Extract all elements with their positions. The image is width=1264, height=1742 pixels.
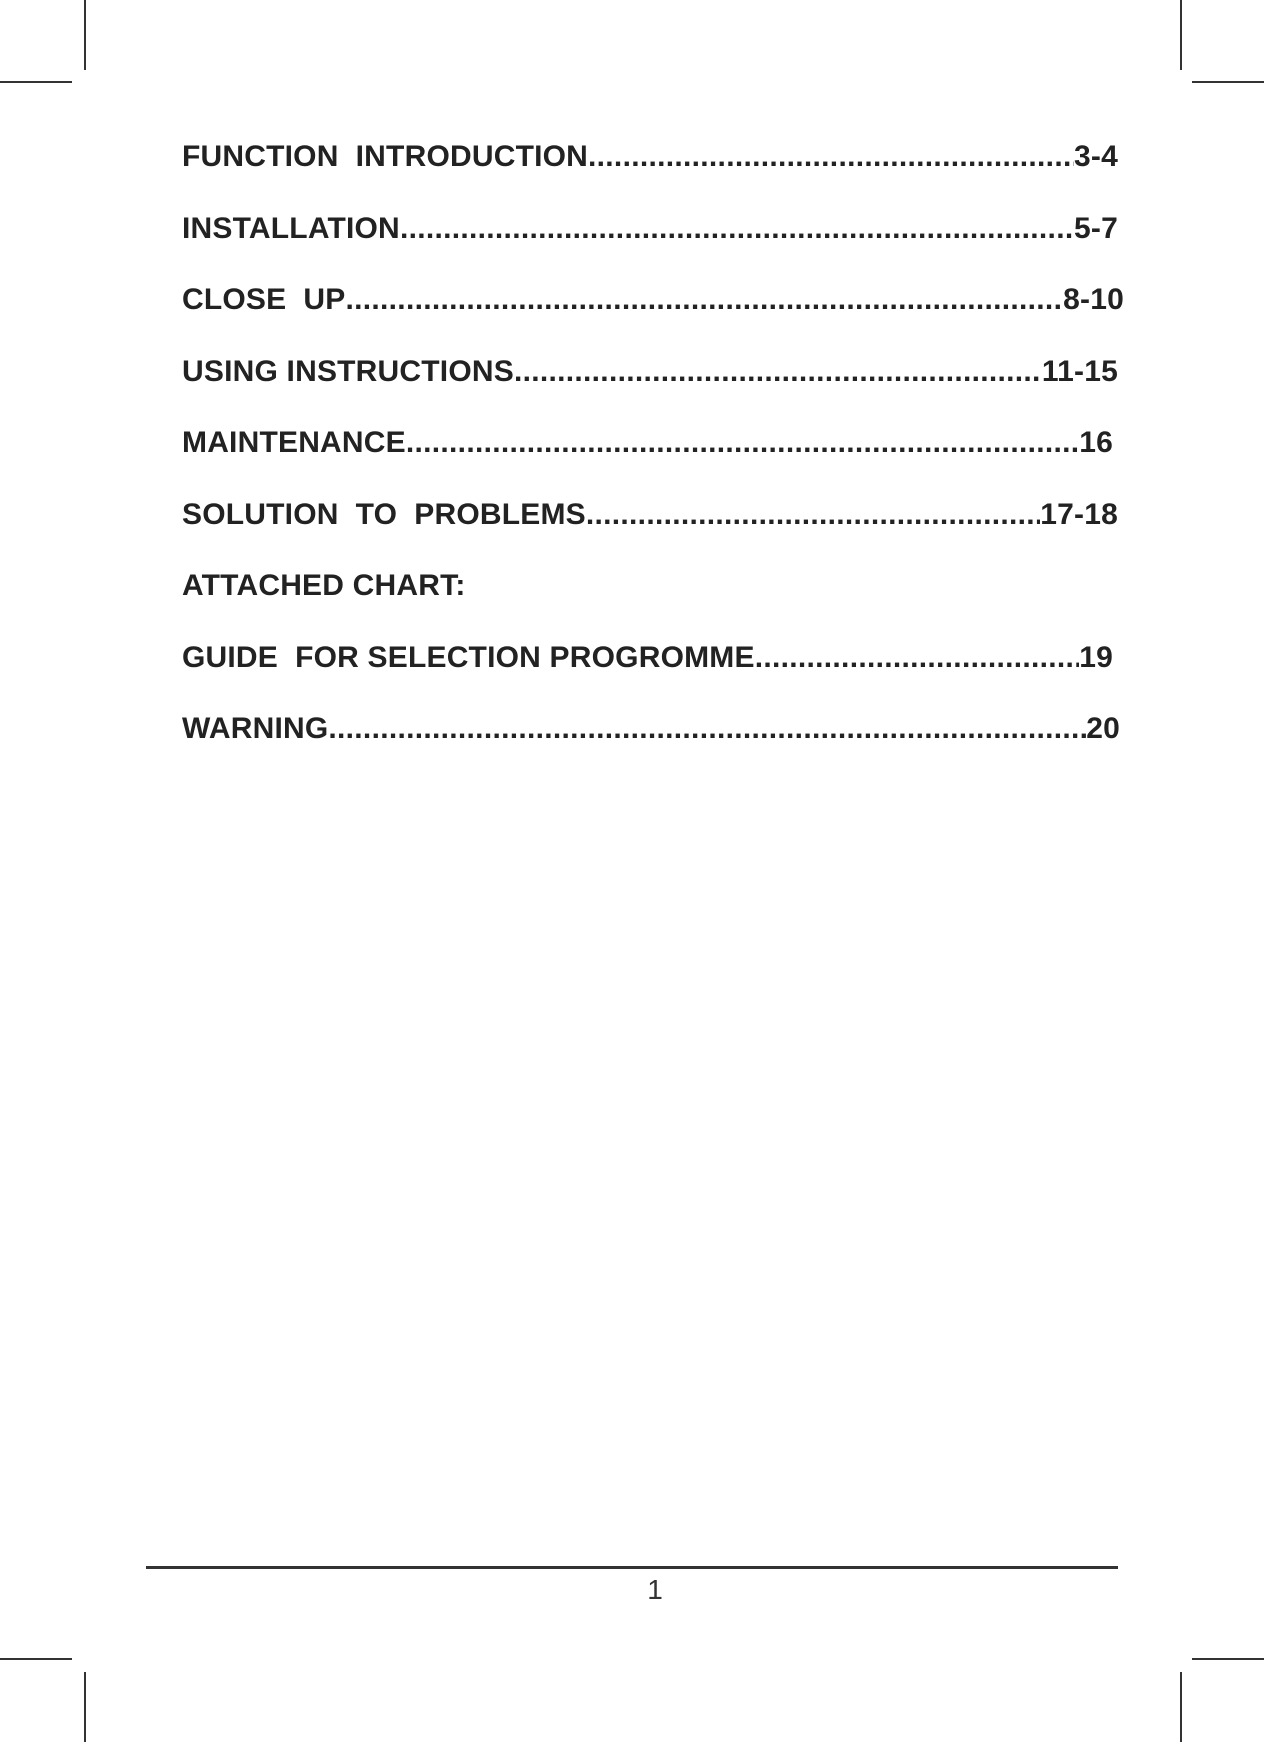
toc-entry-title: ATTACHED CHART:	[182, 569, 466, 602]
toc-leader-dots	[406, 426, 1079, 460]
table-of-contents	[182, 140, 1124, 784]
toc-heading-attached-chart	[182, 569, 1120, 641]
toc-entry-page: 20	[1086, 712, 1120, 745]
crop-mark-top-right-vertical	[1180, 0, 1182, 70]
toc-entry-page: 8-10	[1063, 283, 1124, 316]
toc-entry-page: 17-18	[1040, 497, 1118, 531]
toc-leader-dots	[586, 498, 1040, 532]
toc-entry-title: FUNCTION INTRODUCTION	[182, 140, 589, 173]
footer-rule	[146, 1566, 1118, 1569]
toc-entry-title: MAINTENANCE	[182, 426, 406, 459]
toc-entry-title: USING INSTRUCTIONS	[182, 354, 514, 388]
toc-leader-dots	[346, 283, 1064, 317]
toc-leader-dots	[328, 712, 1086, 746]
toc-entry-title: GUIDE FOR SELECTION PROGROMME	[182, 640, 755, 674]
toc-entry-function-introduction[interactable]	[182, 140, 1120, 212]
crop-mark-top-left-vertical	[84, 0, 86, 70]
toc-leader-dots	[588, 140, 1074, 174]
toc-leader-dots	[755, 641, 1080, 675]
toc-entry-page: 3-4	[1074, 140, 1118, 173]
crop-mark-bottom-right-horizontal	[1192, 1658, 1264, 1660]
crop-mark-bottom-right-vertical	[1180, 1672, 1182, 1742]
toc-entry-maintenance[interactable]	[182, 426, 1120, 498]
toc-entry-title: SOLUTION TO PROBLEMS	[182, 497, 586, 531]
toc-entry-page: 5-7	[1074, 211, 1118, 245]
toc-entry-title: WARNING	[182, 712, 329, 745]
toc-entry-page: 19	[1079, 640, 1113, 674]
toc-entry-close-up[interactable]	[182, 283, 1124, 355]
toc-entry-title: CLOSE UP	[182, 283, 346, 316]
toc-entry-title: INSTALLATION	[182, 211, 400, 245]
toc-leader-dots	[514, 355, 1042, 389]
toc-entry-using-instructions[interactable]	[182, 355, 1120, 427]
toc-entry-page: 16	[1079, 426, 1113, 459]
toc-entry-installation[interactable]	[182, 212, 1120, 284]
toc-entry-warning[interactable]	[182, 712, 1120, 784]
page-number: 1	[647, 1574, 663, 1605]
toc-leader-dots	[400, 212, 1074, 246]
toc-entry-page: 11-15	[1041, 354, 1118, 388]
crop-mark-bottom-left-horizontal	[0, 1658, 72, 1660]
crop-mark-bottom-left-vertical	[84, 1672, 86, 1742]
toc-entry-guide-for-selection-programme[interactable]	[182, 641, 1120, 713]
crop-mark-top-right-horizontal	[1192, 81, 1264, 83]
crop-mark-top-left-horizontal	[0, 81, 72, 83]
toc-entry-solution-to-problems[interactable]	[182, 498, 1120, 570]
